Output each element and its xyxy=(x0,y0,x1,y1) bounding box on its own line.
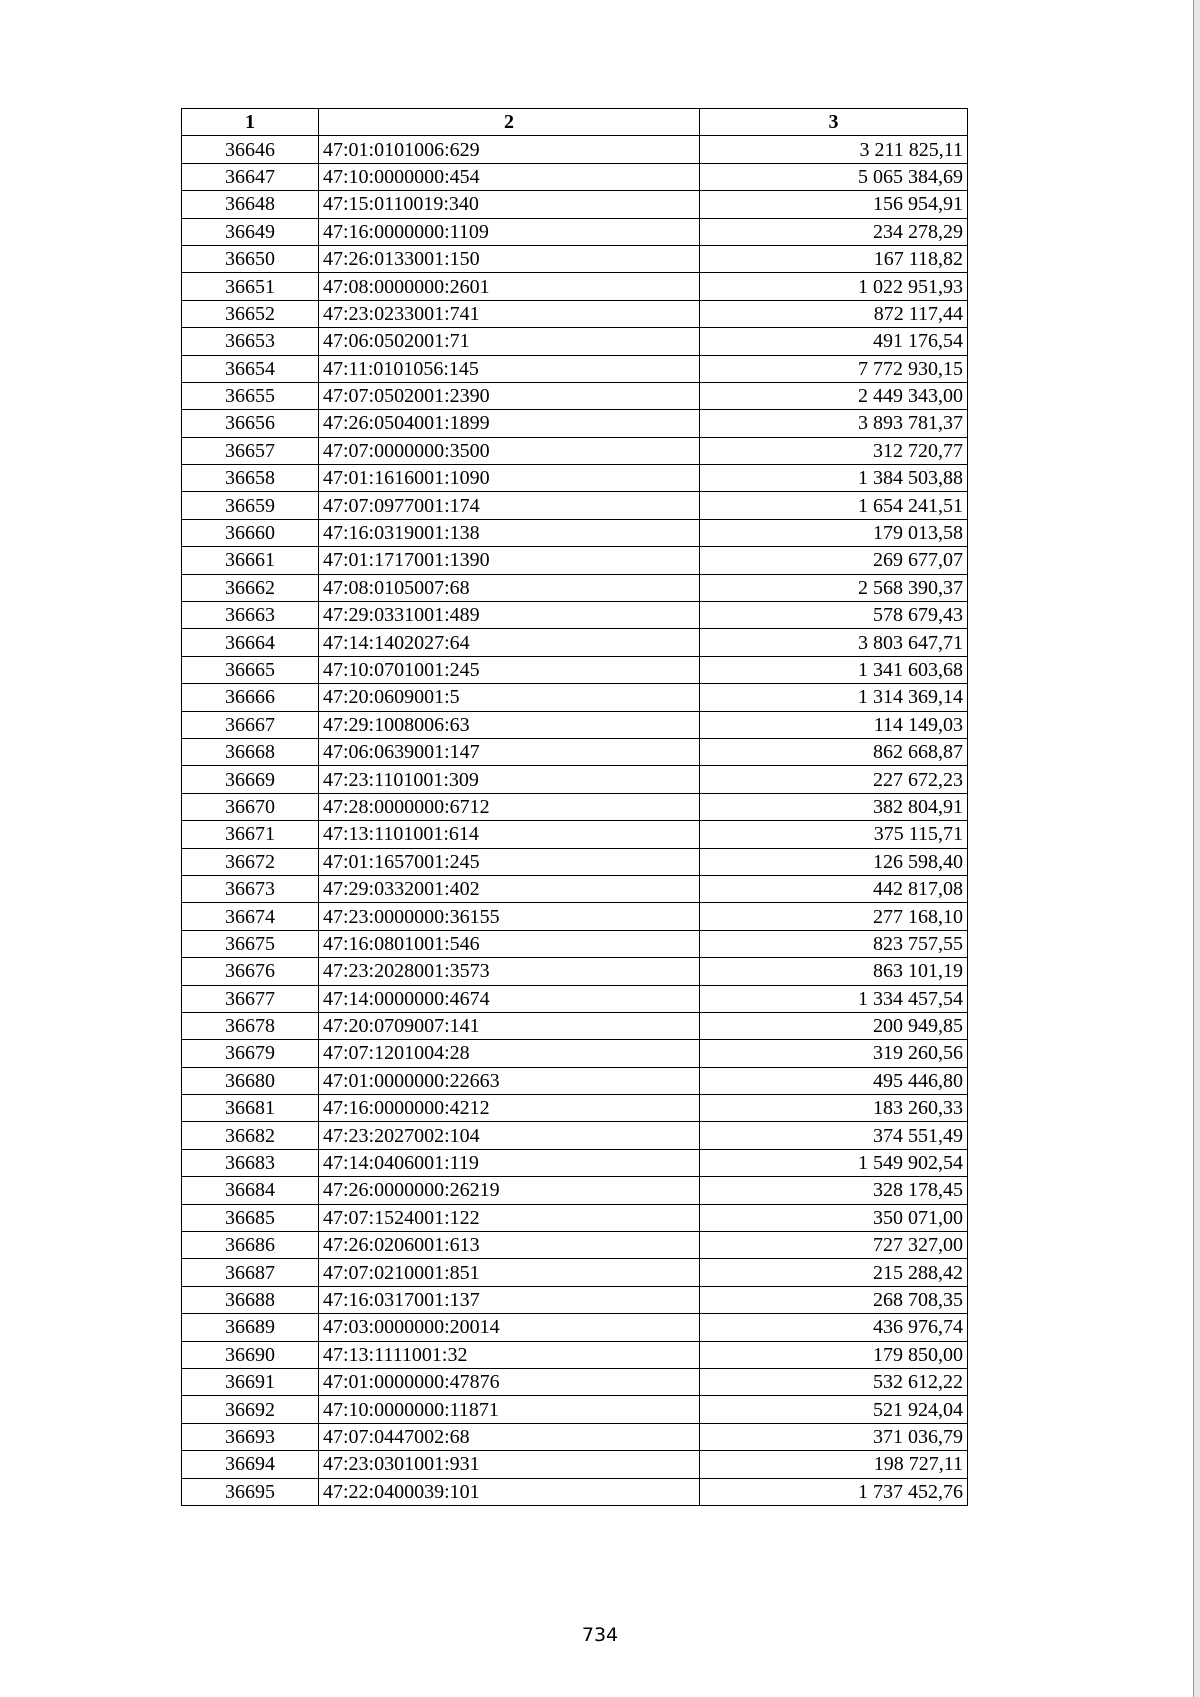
table-row xyxy=(182,355,968,382)
cadastral-number-cell: 47:29:1008006:63 xyxy=(319,711,700,738)
value-cell: 823 757,55 xyxy=(700,930,968,957)
table-row xyxy=(182,492,968,519)
value-cell: 727 327,00 xyxy=(700,1232,968,1259)
cadastral-number-cell: 47:06:0502001:71 xyxy=(319,328,700,355)
table-row xyxy=(182,684,968,711)
row-number-cell: 36676 xyxy=(182,958,319,985)
cadastral-number-cell: 47:01:0000000:22663 xyxy=(319,1067,700,1094)
value-cell: 532 612,22 xyxy=(700,1368,968,1395)
table-row xyxy=(182,1286,968,1313)
table-row xyxy=(182,1067,968,1094)
value-cell: 863 101,19 xyxy=(700,958,968,985)
cadastral-number-cell: 47:08:0105007:68 xyxy=(319,574,700,601)
value-cell: 3 211 825,11 xyxy=(700,136,968,163)
cadastral-number-cell: 47:07:0210001:851 xyxy=(319,1259,700,1286)
table-row xyxy=(182,1478,968,1505)
value-cell: 1 334 457,54 xyxy=(700,985,968,1012)
table-row xyxy=(182,711,968,738)
row-number-cell: 36663 xyxy=(182,602,319,629)
cadastral-number-cell: 47:29:0332001:402 xyxy=(319,875,700,902)
row-number-cell: 36680 xyxy=(182,1067,319,1094)
table-row xyxy=(182,519,968,546)
cadastral-number-cell: 47:01:0101006:629 xyxy=(319,136,700,163)
table-row xyxy=(182,875,968,902)
table-row xyxy=(182,1232,968,1259)
cadastral-number-cell: 47:23:0000000:36155 xyxy=(319,903,700,930)
value-cell: 7 772 930,15 xyxy=(700,355,968,382)
row-number-cell: 36694 xyxy=(182,1451,319,1478)
row-number-cell: 36684 xyxy=(182,1177,319,1204)
row-number-cell: 36693 xyxy=(182,1423,319,1450)
cadastral-number-cell: 47:08:0000000:2601 xyxy=(319,273,700,300)
row-number-cell: 36665 xyxy=(182,656,319,683)
cadastral-number-cell: 47:26:0000000:26219 xyxy=(319,1177,700,1204)
value-cell: 1 549 902,54 xyxy=(700,1149,968,1176)
cadastral-number-cell: 47:14:1402027:64 xyxy=(319,629,700,656)
value-cell: 3 803 647,71 xyxy=(700,629,968,656)
value-cell: 312 720,77 xyxy=(700,437,968,464)
row-number-cell: 36656 xyxy=(182,410,319,437)
table-row xyxy=(182,1012,968,1039)
value-cell: 1 314 369,14 xyxy=(700,684,968,711)
cadastral-number-cell: 47:23:0301001:931 xyxy=(319,1451,700,1478)
row-number-cell: 36669 xyxy=(182,766,319,793)
table-row xyxy=(182,1040,968,1067)
cadastral-number-cell: 47:16:0000000:4212 xyxy=(319,1095,700,1122)
table-row xyxy=(182,958,968,985)
cadastral-number-cell: 47:10:0000000:454 xyxy=(319,163,700,190)
value-cell: 1 384 503,88 xyxy=(700,465,968,492)
table-row xyxy=(182,1204,968,1231)
value-cell: 1 654 241,51 xyxy=(700,492,968,519)
row-number-cell: 36688 xyxy=(182,1286,319,1313)
row-number-cell: 36661 xyxy=(182,547,319,574)
row-number-cell: 36647 xyxy=(182,163,319,190)
row-number-cell: 36679 xyxy=(182,1040,319,1067)
cadastral-number-cell: 47:07:0502001:2390 xyxy=(319,382,700,409)
row-number-cell: 36664 xyxy=(182,629,319,656)
value-cell: 277 168,10 xyxy=(700,903,968,930)
row-number-cell: 36690 xyxy=(182,1341,319,1368)
value-cell: 872 117,44 xyxy=(700,300,968,327)
table-row xyxy=(182,191,968,218)
row-number-cell: 36681 xyxy=(182,1095,319,1122)
table-row xyxy=(182,136,968,163)
row-number-cell: 36677 xyxy=(182,985,319,1012)
table-body xyxy=(182,136,968,1506)
row-number-cell: 36674 xyxy=(182,903,319,930)
table-row xyxy=(182,1423,968,1450)
row-number-cell: 36657 xyxy=(182,437,319,464)
value-cell: 114 149,03 xyxy=(700,711,968,738)
value-cell: 375 115,71 xyxy=(700,821,968,848)
table-row xyxy=(182,1341,968,1368)
row-number-cell: 36648 xyxy=(182,191,319,218)
value-cell: 374 551,49 xyxy=(700,1122,968,1149)
row-number-cell: 36687 xyxy=(182,1259,319,1286)
table-row xyxy=(182,465,968,492)
cadastral-number-cell: 47:07:0447002:68 xyxy=(319,1423,700,1450)
cadastral-number-cell: 47:10:0000000:11871 xyxy=(319,1396,700,1423)
cadastral-number-cell: 47:16:0000000:1109 xyxy=(319,218,700,245)
value-cell: 183 260,33 xyxy=(700,1095,968,1122)
cadastral-number-cell: 47:16:0317001:137 xyxy=(319,1286,700,1313)
value-cell: 167 118,82 xyxy=(700,245,968,272)
table-row xyxy=(182,437,968,464)
cadastral-number-cell: 47:01:1616001:1090 xyxy=(319,465,700,492)
row-number-cell: 36659 xyxy=(182,492,319,519)
row-number-cell: 36651 xyxy=(182,273,319,300)
row-number-cell: 36689 xyxy=(182,1314,319,1341)
table-row xyxy=(182,602,968,629)
value-cell: 268 708,35 xyxy=(700,1286,968,1313)
column-header-3: 3 xyxy=(700,109,968,136)
value-cell: 328 178,45 xyxy=(700,1177,968,1204)
table-row xyxy=(182,985,968,1012)
cadastral-number-cell: 47:07:0977001:174 xyxy=(319,492,700,519)
table-row xyxy=(182,656,968,683)
cadastral-number-cell: 47:29:0331001:489 xyxy=(319,602,700,629)
table-row xyxy=(182,629,968,656)
cadastral-number-cell: 47:07:1201004:28 xyxy=(319,1040,700,1067)
page-edge xyxy=(1194,0,1200,1697)
cadastral-number-cell: 47:14:0406001:119 xyxy=(319,1149,700,1176)
data-table xyxy=(181,108,968,1506)
table-row xyxy=(182,1122,968,1149)
table-row xyxy=(182,1095,968,1122)
value-cell: 3 893 781,37 xyxy=(700,410,968,437)
value-cell: 578 679,43 xyxy=(700,602,968,629)
row-number-cell: 36652 xyxy=(182,300,319,327)
value-cell: 5 065 384,69 xyxy=(700,163,968,190)
cadastral-number-cell: 47:11:0101056:145 xyxy=(319,355,700,382)
table-row xyxy=(182,766,968,793)
cadastral-number-cell: 47:26:0206001:613 xyxy=(319,1232,700,1259)
value-cell: 436 976,74 xyxy=(700,1314,968,1341)
value-cell: 382 804,91 xyxy=(700,793,968,820)
row-number-cell: 36660 xyxy=(182,519,319,546)
row-number-cell: 36650 xyxy=(182,245,319,272)
column-header-1: 1 xyxy=(182,109,319,136)
table-row xyxy=(182,1368,968,1395)
row-number-cell: 36678 xyxy=(182,1012,319,1039)
row-number-cell: 36662 xyxy=(182,574,319,601)
value-cell: 1 022 951,93 xyxy=(700,273,968,300)
cadastral-number-cell: 47:10:0701001:245 xyxy=(319,656,700,683)
value-cell: 227 672,23 xyxy=(700,766,968,793)
table-row xyxy=(182,821,968,848)
table-row xyxy=(182,1314,968,1341)
value-cell: 215 288,42 xyxy=(700,1259,968,1286)
table-header-row xyxy=(182,109,968,136)
table-row xyxy=(182,738,968,765)
table-row xyxy=(182,410,968,437)
cadastral-number-cell: 47:20:0709007:141 xyxy=(319,1012,700,1039)
row-number-cell: 36673 xyxy=(182,875,319,902)
cadastral-number-cell: 47:23:1101001:309 xyxy=(319,766,700,793)
row-number-cell: 36653 xyxy=(182,328,319,355)
row-number-cell: 36671 xyxy=(182,821,319,848)
table-row xyxy=(182,930,968,957)
value-cell: 234 278,29 xyxy=(700,218,968,245)
row-number-cell: 36666 xyxy=(182,684,319,711)
cadastral-number-cell: 47:26:0504001:1899 xyxy=(319,410,700,437)
value-cell: 2 568 390,37 xyxy=(700,574,968,601)
cadastral-number-cell: 47:07:0000000:3500 xyxy=(319,437,700,464)
cadastral-number-cell: 47:13:1101001:614 xyxy=(319,821,700,848)
table-row xyxy=(182,903,968,930)
value-cell: 862 668,87 xyxy=(700,738,968,765)
row-number-cell: 36667 xyxy=(182,711,319,738)
value-cell: 156 954,91 xyxy=(700,191,968,218)
cadastral-number-cell: 47:26:0133001:150 xyxy=(319,245,700,272)
table-row xyxy=(182,300,968,327)
value-cell: 179 850,00 xyxy=(700,1341,968,1368)
table-row xyxy=(182,382,968,409)
row-number-cell: 36691 xyxy=(182,1368,319,1395)
value-cell: 198 727,11 xyxy=(700,1451,968,1478)
table-row xyxy=(182,328,968,355)
table-row xyxy=(182,163,968,190)
value-cell: 371 036,79 xyxy=(700,1423,968,1450)
value-cell: 200 949,85 xyxy=(700,1012,968,1039)
row-number-cell: 36658 xyxy=(182,465,319,492)
row-number-cell: 36646 xyxy=(182,136,319,163)
value-cell: 442 817,08 xyxy=(700,875,968,902)
cadastral-number-cell: 47:15:0110019:340 xyxy=(319,191,700,218)
row-number-cell: 36685 xyxy=(182,1204,319,1231)
value-cell: 521 924,04 xyxy=(700,1396,968,1423)
value-cell: 319 260,56 xyxy=(700,1040,968,1067)
row-number-cell: 36670 xyxy=(182,793,319,820)
value-cell: 495 446,80 xyxy=(700,1067,968,1094)
value-cell: 2 449 343,00 xyxy=(700,382,968,409)
row-number-cell: 36686 xyxy=(182,1232,319,1259)
table-row xyxy=(182,1149,968,1176)
table-row xyxy=(182,793,968,820)
table-row xyxy=(182,245,968,272)
cadastral-number-cell: 47:01:1717001:1390 xyxy=(319,547,700,574)
cadastral-number-cell: 47:28:0000000:6712 xyxy=(319,793,700,820)
table-row xyxy=(182,1177,968,1204)
table-row xyxy=(182,1451,968,1478)
value-cell: 350 071,00 xyxy=(700,1204,968,1231)
cadastral-number-cell: 47:20:0609001:5 xyxy=(319,684,700,711)
table-row xyxy=(182,848,968,875)
table-row xyxy=(182,1259,968,1286)
cadastral-number-cell: 47:23:0233001:741 xyxy=(319,300,700,327)
cadastral-number-cell: 47:01:0000000:47876 xyxy=(319,1368,700,1395)
value-cell: 1 737 452,76 xyxy=(700,1478,968,1505)
table-row xyxy=(182,1396,968,1423)
row-number-cell: 36695 xyxy=(182,1478,319,1505)
cadastral-number-cell: 47:14:0000000:4674 xyxy=(319,985,700,1012)
cadastral-number-cell: 47:01:1657001:245 xyxy=(319,848,700,875)
row-number-cell: 36692 xyxy=(182,1396,319,1423)
cadastral-number-cell: 47:23:2027002:104 xyxy=(319,1122,700,1149)
row-number-cell: 36682 xyxy=(182,1122,319,1149)
cadastral-number-cell: 47:16:0319001:138 xyxy=(319,519,700,546)
row-number-cell: 36672 xyxy=(182,848,319,875)
cadastral-number-cell: 47:22:0400039:101 xyxy=(319,1478,700,1505)
cadastral-number-cell: 47:13:1111001:32 xyxy=(319,1341,700,1368)
cadastral-number-cell: 47:23:2028001:3573 xyxy=(319,958,700,985)
table-row xyxy=(182,273,968,300)
value-cell: 491 176,54 xyxy=(700,328,968,355)
cadastral-number-cell: 47:16:0801001:546 xyxy=(319,930,700,957)
page-number: 734 xyxy=(581,1624,619,1646)
cadastral-number-cell: 47:07:1524001:122 xyxy=(319,1204,700,1231)
cadastral-number-cell: 47:06:0639001:147 xyxy=(319,738,700,765)
cadastral-number-cell: 47:03:0000000:20014 xyxy=(319,1314,700,1341)
table-row xyxy=(182,574,968,601)
row-number-cell: 36654 xyxy=(182,355,319,382)
table-row xyxy=(182,218,968,245)
value-cell: 126 598,40 xyxy=(700,848,968,875)
row-number-cell: 36675 xyxy=(182,930,319,957)
row-number-cell: 36649 xyxy=(182,218,319,245)
table-row xyxy=(182,547,968,574)
value-cell: 1 341 603,68 xyxy=(700,656,968,683)
row-number-cell: 36655 xyxy=(182,382,319,409)
row-number-cell: 36668 xyxy=(182,738,319,765)
column-header-2: 2 xyxy=(319,109,700,136)
row-number-cell: 36683 xyxy=(182,1149,319,1176)
value-cell: 179 013,58 xyxy=(700,519,968,546)
value-cell: 269 677,07 xyxy=(700,547,968,574)
